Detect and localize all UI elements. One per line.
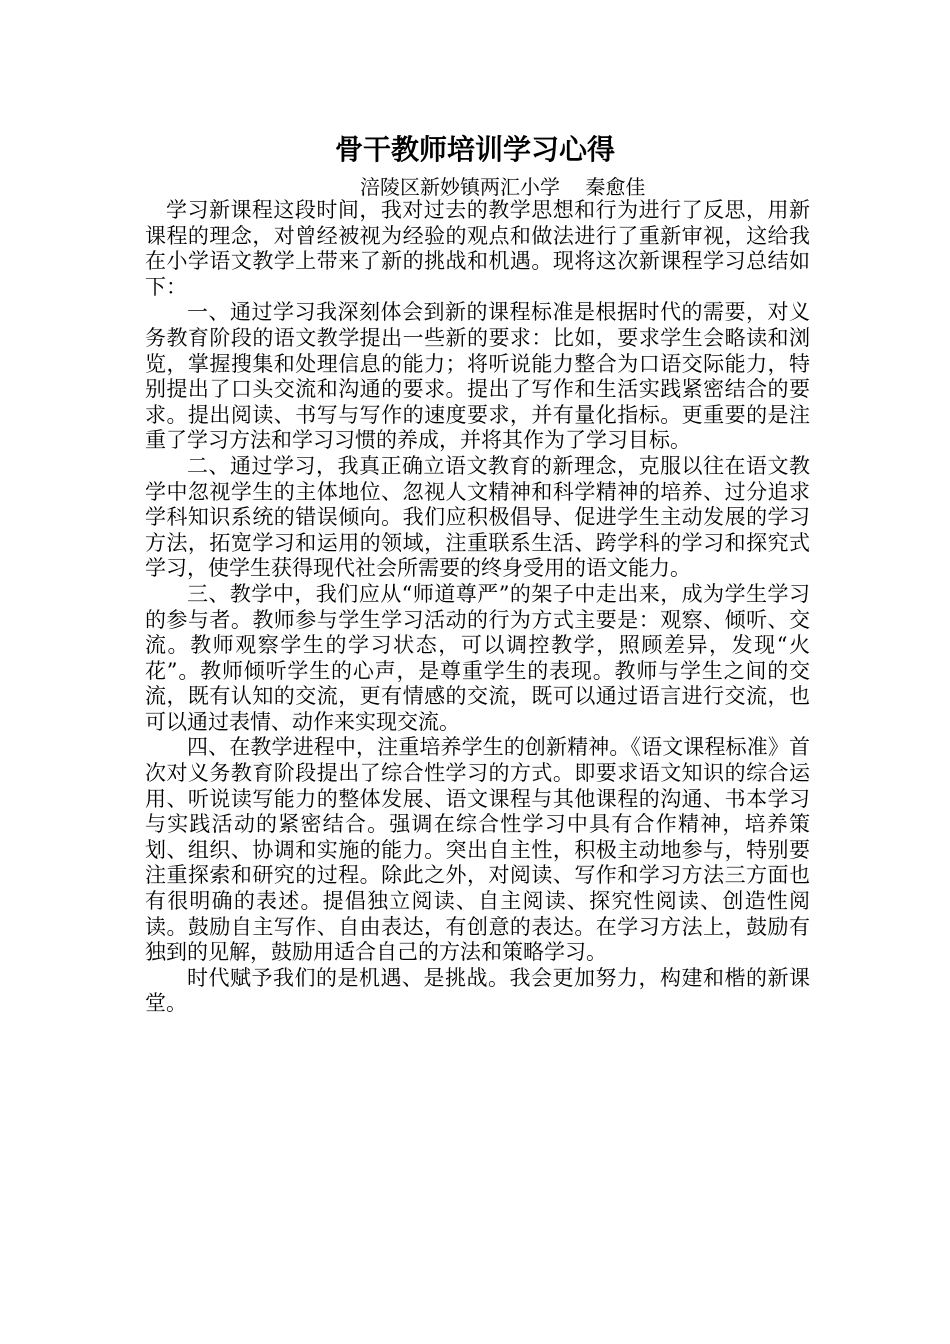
- document-body: [145, 198, 810, 1017]
- paragraph-point-2: 二、通过学习，我真正确立语文教育的新理念，克服以往在语文教学中忽视学生的主体地位、忽视人文精神和科学精神的培养、过分追求学科知识系统的错误倾向。我们应积极倡导、促进学生主动发展的学习方法，拓宽学习和运用的领域，注重联系生活、跨学科的学习和探究式学习，使学生获得现代社会所需要的终身受用的语文能力。: [145, 453, 810, 581]
- document-title: 骨干教师培训学习心得: [334, 133, 615, 166]
- paragraph-intro: 学习新课程这段时间，我对过去的教学思想和行为进行了反思，用新课程的理念，对曾经被视为经验的观点和做法进行了重新审视，这给我在小学语文教学上带来了新的挑战和机遇。现将这次新课程学习总结如下：: [145, 198, 810, 299]
- paragraph-point-3: 三、教学中，我们应从“师道尊严”的架子中走出来，成为学生学习的参与者。教师参与学生学习活动的行为方式主要是：观察、倾听、交流。教师观察学生的学习状态，可以调控教学，照顾差异，发现“火花”。教师倾听学生的心声，是尊重学生的表现。教师与学生之间的交流，既有认知的交流，更有情感的交流，既可以通过语言进行交流，也可以通过表情、动作来实现交流。: [145, 581, 810, 734]
- paragraph-conclusion: 时代赋予我们的是机遇、是挑战。我会更加努力，构建和楷的新课堂。: [145, 965, 810, 1016]
- paragraph-point-1: 一、通过学习我深刻体会到新的课程标准是根据时代的需要，对义务教育阶段的语文教学提出一些新的要求：比如，要求学生会略读和浏览，掌握搜集和处理信息的能力；将听说能力整合为口语交际能力，特别提出了口头交流和沟通的要求。提出了写作和生活实践紧密结合的要求。提出阅读、书写与写作的速度要求，并有量化指标。更重要的是注重了学习方法和学习习惯的养成，并将其作为了学习目标。: [145, 300, 810, 453]
- author-byline: 涪陵区新妙镇两汇小学 秦愈佳: [360, 175, 646, 199]
- paragraph-point-4: 四、在教学进程中，注重培养学生的创新精神。《语文课程标准》首次对义务教育阶段提出了综合性学习的方式。即要求语文知识的综合运用、听说读写能力的整体发展、语文课程与其他课程的沟通、书本学习与实践活动的紧密结合。强调在综合性学习中具有合作精神，培养策划、组织、协调和实施的能力。突出自主性，积极主动地参与，特别要注重探索和研究的过程。除此之外，对阅读、写作和学习方法三方面也有很明确的表述。提倡独立阅读、自主阅读、探究性阅读、创造性阅读。鼓励自主写作、自由表达，有创意的表达。在学习方法上，鼓励有独到的见解，鼓励用适合自己的方法和策略学习。: [145, 735, 810, 965]
